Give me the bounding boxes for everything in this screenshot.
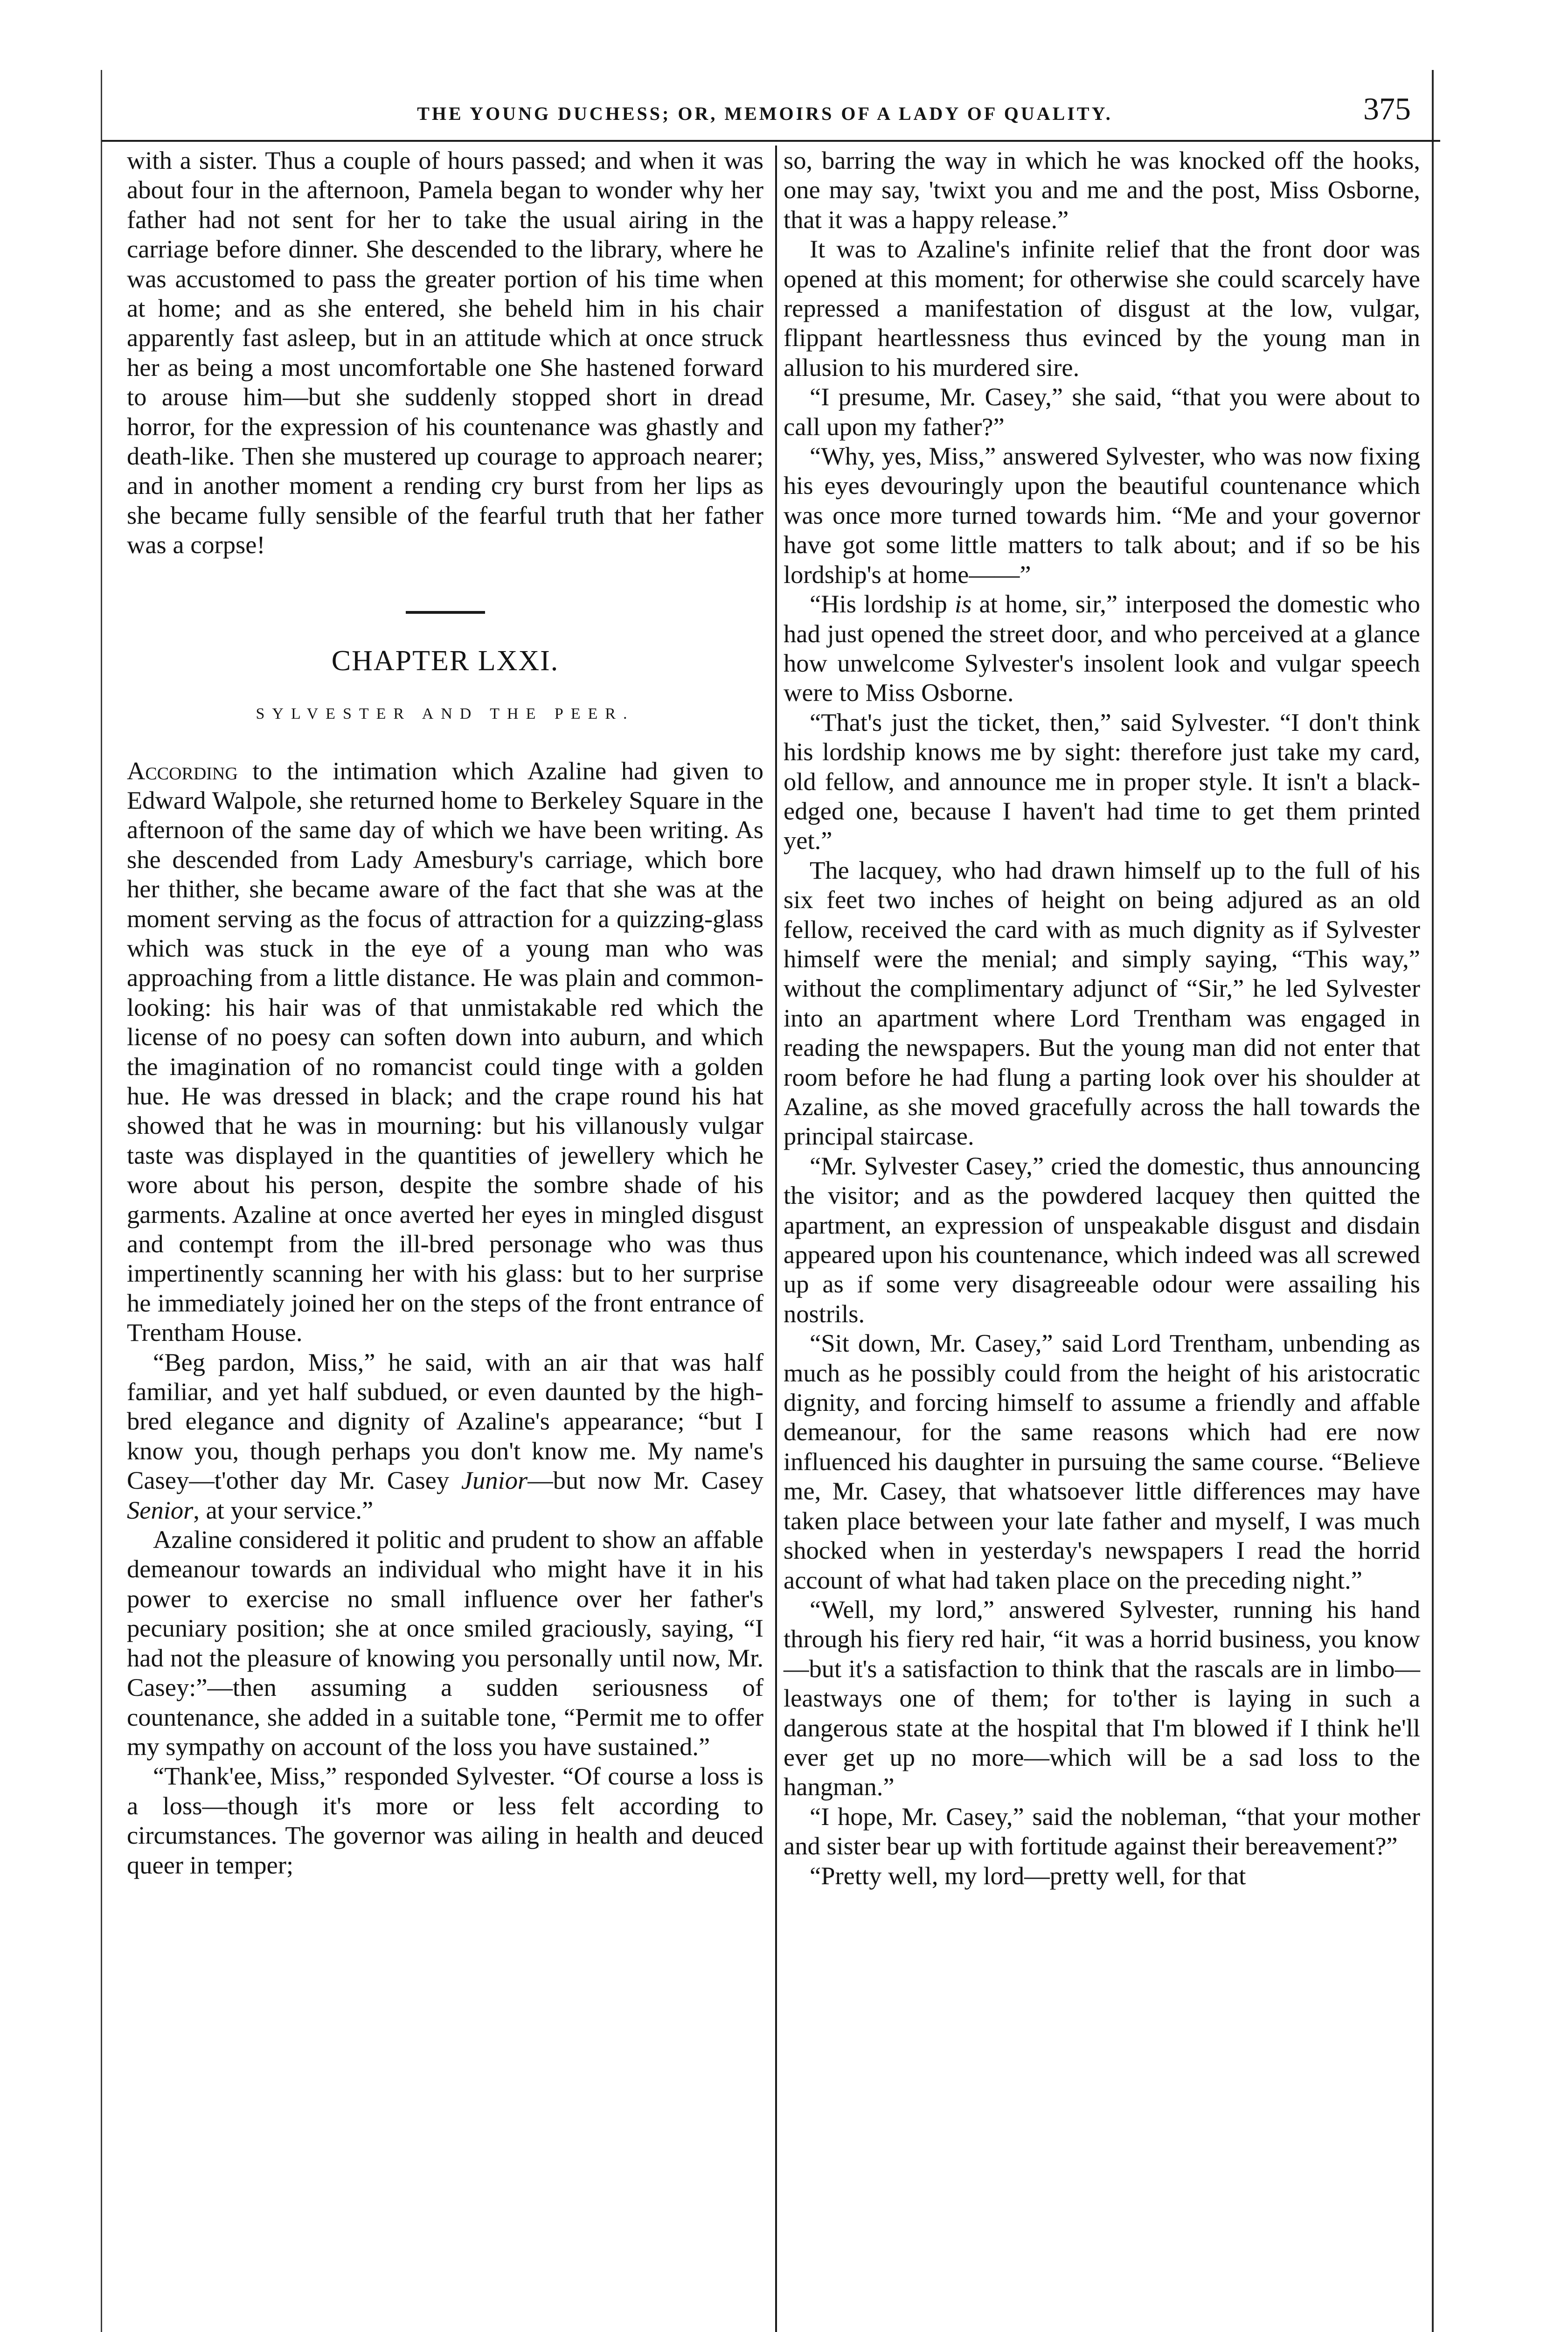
emphasis: is	[954, 590, 972, 618]
paragraph: “Thank'ee, Miss,” responded Sylvester. “Of course a loss is a loss—though it's more or less felt according to circumstances. The governor was ailing in health and deuced queer in temper;	[127, 1762, 763, 1879]
emphasis: Senior	[127, 1495, 194, 1524]
running-title: THE YOUNG DUCHESS; OR, MEMOIRS OF A LADY OF QUALITY.	[417, 103, 1113, 124]
paragraph: “Sit down, Mr. Casey,” said Lord Trentham, unbending as much as he possibly could from the height of his aristocratic dignity, and forcing himself to assume a friendly and affable demeanour, for the same reasons which had ere now influenced his daughter in pursuing the same course. “Believe me, Mr. Casey, that whatsoever little differences may have taken place between your late father and myself, I was much shocked when in yesterday's newspapers I read the horrid account of what had taken place on the preceding night.”	[784, 1329, 1420, 1594]
paragraph-text: “Beg pardon, Miss,” he said, with an air that was half familiar, and yet half subdued, or even daunted by the high-bred elegance and dignity of Azaline's appearance; “but I know you, though perhaps you don't know me. My name's Casey—t'other day Mr. Casey	[127, 1347, 763, 1495]
paragraph: “Mr. Sylvester Casey,” cried the domestic, thus announcing the visitor; and as the powdered lacquey then quitted the apartment, an expression of unspeakable disgust and disdain appeared upon his countenance, which indeed was all screwed up as if some very disagreeable odour were assailing his nostrils.	[784, 1151, 1420, 1328]
paragraph: “That's just the ticket, then,” said Sylvester. “I don't think his lordship knows me by sight: therefore just take my card, old fellow, and announce me in proper style. It isn't a black-edged one, because I haven't had time to get them printed yet.”	[784, 708, 1420, 855]
page-number: 375	[1363, 91, 1411, 126]
paragraph: “Well, my lord,” answered Sylvester, running his hand through his fiery red hair, “it was a horrid business, you know—but it's a satisfaction to think that the rascals are in limbo—leastways one of them; for to'ther is laying in such a dangerous state at the hospital that I'm blowed if I think he'll ever get up no more—which will be a sad loss to the hangman.”	[784, 1595, 1420, 1801]
paragraph: so, barring the way in which he was knocked off the hooks, one may say, 'twixt you and me and the post, Miss Osborne, that it was a happy release.”	[784, 146, 1420, 234]
page-border-right	[1432, 70, 1434, 2332]
paragraph: with a sister. Thus a couple of hours passed; and when it was about four in the afternoon, Pamela began to wonder why her father had not sent for her to take the usual airing in the carriage before dinner. She descended to the library, where he was accustomed to pass the greater portion of his time when at home; and as she entered, she beheld him in his chair apparently fast asleep, but in an attitude which at once struck her as being a most uncomfortable one She hastened forward to arouse him—but she suddenly stopped short in dread horror, for the expression of his countenance was ghastly and death-like. Then she mustered up courage to approach nearer; and in another moment a rending cry burst from her lips as she became fully sensible of the fearful truth that her father was a corpse!	[127, 146, 763, 559]
page-border-left	[101, 70, 102, 2332]
emphasis: Junior	[461, 1466, 528, 1495]
column-divider	[775, 146, 777, 2332]
paragraph: The lacquey, who had drawn himself up to the full of his six feet two inches of height on being adjured as an old fellow, received the card with as much dignity as if Sylvester himself were the menial; and simply saying, “This way,” without the complimentary adjunct of “Sir,” he led Sylvester into an apartment where Lord Trentham was engaged in reading the newspapers. But the young man did not enter that room before he had flung a parting look over his shoulder at Azaline, as she moved gracefully across the hall towards the principal staircase.	[784, 855, 1420, 1151]
paragraph: Azaline considered it politic and prudent to show an affable demeanour towards an individual who might have it in his power to exercise no small influence over her father's pecuniary position; she at once smiled graciously, saying, “I had not the pleasure of knowing you personally until now, Mr. Casey:”—then assuming a sudden seriousness of countenance, she added in a suitable tone, “Permit me to offer my sympathy on account of the loss you have sustained.”	[127, 1525, 763, 1761]
paragraph	[127, 1347, 763, 1525]
paragraph-text: to the intimation which Azaline had given to Edward Walpole, she returned home to Berkeley Square in the afternoon of the same day of which we have been writing. As she descended from Lady Amesbury's carriage, which bore her thither, she became aware of the fact that she was at the moment serving as the focus of attraction for a quizzing-glass which was stuck in the eye of a young man who was approaching from a little distance. He was plain and common-looking: his hair was of that unmistakable red which the license of no poesy can soften down into auburn, and which the imagination of no romancist could tinge with a golden hue. He was dressed in black; and the crape round his hat showed that he was in mourning: but his villanously vulgar taste was displayed in the quantities of jewellery which he wore about his person, despite the sombre shade of his garments. Azaline at once averted her eyes in mingled disgust and contempt from the ill-bred personage who was thus impertinently scanning her with his glass: but to her surprise he immediately joined her on the steps of the front entrance of Trentham House.	[127, 756, 763, 1347]
header-rule	[102, 140, 1440, 142]
paragraph	[784, 589, 1420, 708]
paragraph: “Pretty well, my lord—pretty well, for that	[810, 1861, 1246, 1890]
paragraph: “Why, yes, Miss,” answered Sylvester, who was now fixing his eyes devouringly upon the beautiful countenance which was once more turned towards him. “Me and your governor have got some little matters to talk about; and if so be his lordship's at home——”	[784, 442, 1420, 589]
chapter-title: CHAPTER LXXI.	[331, 645, 559, 677]
left-column	[127, 146, 763, 2332]
paragraph-text: at home, sir,” interposed the domestic who had just opened the street door, and who perceived at a glance how unwelcome Sylvester's insolent look and vulgar speech were to Miss Osborne.	[784, 590, 1420, 707]
section-divider	[406, 611, 485, 614]
chapter-opening-paragraph	[127, 756, 763, 1347]
chapter-subtitle: SYLVESTER AND THE PEER.	[256, 705, 635, 723]
opening-word: According	[127, 756, 238, 785]
paragraph: “I presume, Mr. Casey,” she said, “that you were about to call upon my father?”	[784, 382, 1420, 441]
paragraph: It was to Azaline's infinite relief that the front door was opened at this moment; for otherwise she could scarcely have repressed a manifestation of disgust at the low, vulgar, flippant heartlessness thus evinced by the young man in allusion to his murdered sire.	[784, 235, 1420, 382]
paragraph-text: —but now Mr. Casey	[527, 1466, 763, 1495]
paragraph-text: “His lordship	[810, 590, 955, 618]
paragraph-text: , at your service.”	[193, 1495, 374, 1524]
page-header	[103, 84, 1427, 140]
right-column	[784, 146, 1420, 2332]
paragraph: “I hope, Mr. Casey,” said the nobleman, “that your mother and sister bear up with fortitude against their bereavement?”	[784, 1802, 1420, 1860]
